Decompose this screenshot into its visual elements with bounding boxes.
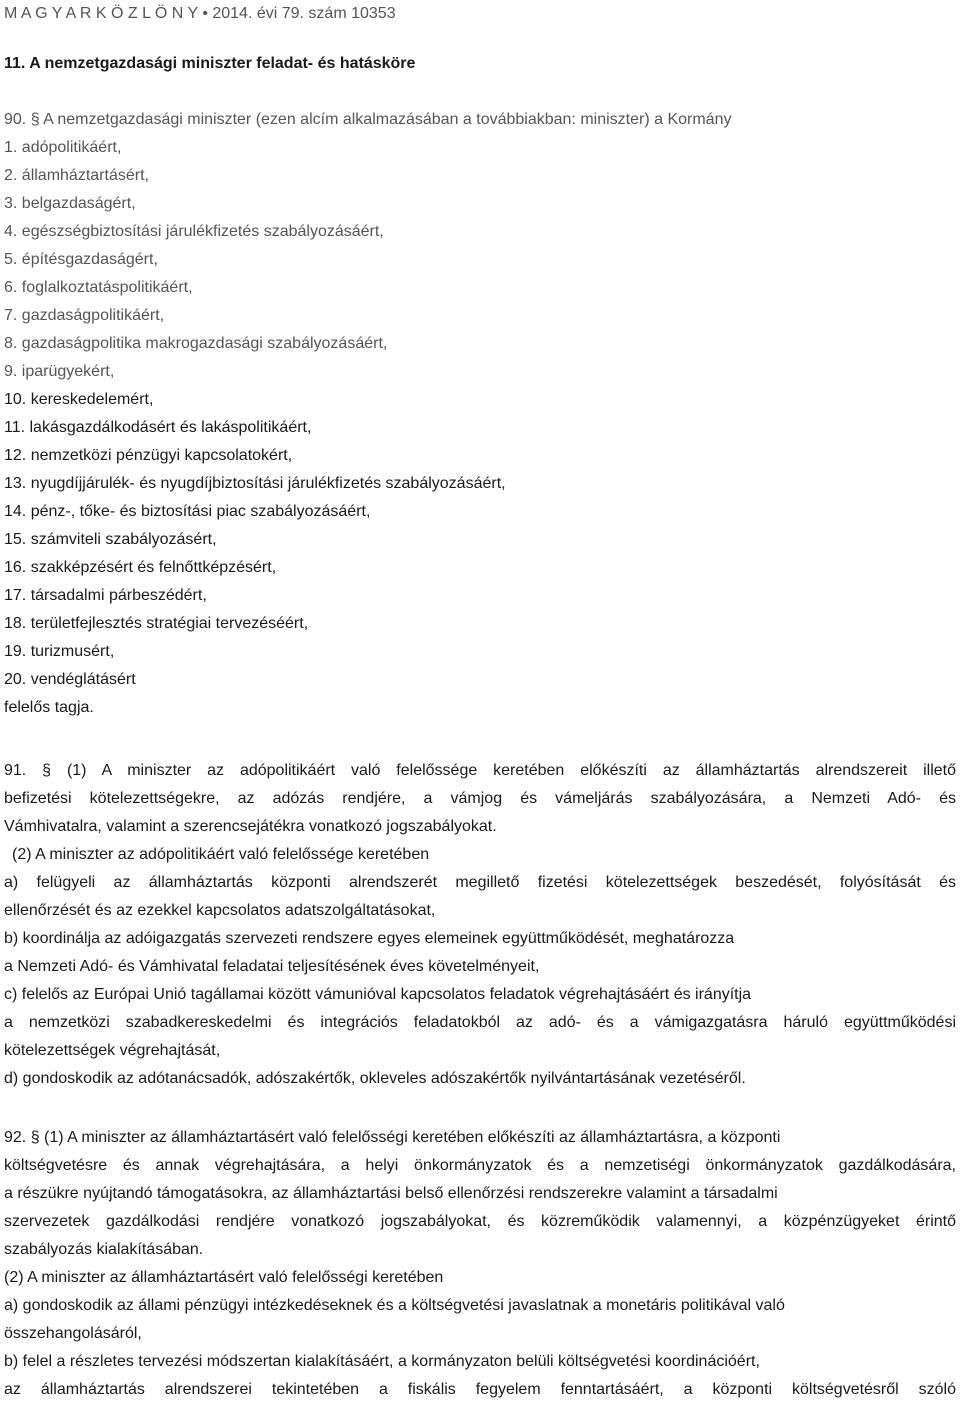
paragraph-line: c) felelős az Európai Unió tagállamai között vámunióval kapcsolatos feladatok végrehajtásáért és irányítja — [4, 986, 752, 1003]
list-item: 15. számviteli szabályozásért, — [4, 531, 217, 548]
section-90-list — [4, 134, 506, 722]
list-item: 5. építésgazdaságért, — [4, 251, 158, 268]
list-item: 11. lakásgazdálkodásért és lakáspolitikáért, — [4, 419, 312, 436]
list-item: 4. egészségbiztosítási járulékfizetés szabályozásáért, — [4, 223, 384, 240]
paragraph-line: a részükre nyújtandó támogatásokra, az államháztartási belső ellenőrzési rendszerekre valamint a társadalmi — [4, 1185, 778, 1202]
paragraph-line: (2) A miniszter az államháztartásért való felelősségi keretében — [4, 1269, 444, 1286]
list-item: 13. nyugdíjjárulék- és nyugdíjbiztosítási járulékfizetés szabályozásáért, — [4, 475, 506, 492]
list-item: 14. pénz-, tőke- és biztosítási piac szabályozásáért, — [4, 503, 371, 520]
section-92 — [4, 1124, 956, 1404]
paragraph-line: költségvetésre és annak végrehajtására, a helyi önkormányzatok és a nemzetiségi önkormányzatok gazdálkodására, — [4, 1157, 956, 1174]
list-item: 8. gazdaságpolitika makrogazdasági szabályozásáért, — [4, 335, 388, 352]
list-item: 17. társadalmi párbeszédért, — [4, 587, 207, 604]
paragraph-line: összehangolásáról, — [4, 1325, 142, 1342]
paragraph-line: a nemzetközi szabadkereskedelmi és integrációs feladatokból az adó- és a vámigazgatásra háruló együttműködési — [4, 1014, 956, 1031]
list-item: 1. adópolitikáért, — [4, 139, 122, 156]
list-item: 2. államháztartásért, — [4, 167, 149, 184]
section-90-intro: 90. § A nemzetgazdasági miniszter (ezen alcím alkalmazásában a továbbiakban: miniszter) a Kormány — [4, 111, 732, 128]
paragraph-line: 91. § (1) A miniszter az adópolitikáért való felelőssége keretében előkészíti az államháztartás alrendszereit illető — [4, 762, 956, 779]
paragraph-line: (2) A miniszter az adópolitikáért való felelőssége keretében — [12, 846, 430, 863]
paragraph-line: ellenőrzését és az ezekkel kapcsolatos adatszolgáltatásokat, — [4, 902, 436, 919]
list-item: 6. foglalkoztatáspolitikáért, — [4, 279, 193, 296]
list-item: 7. gazdaságpolitikáért, — [4, 307, 165, 324]
paragraph-line: Vámhivatalra, valamint a szerencsejátékra vonatkozó jogszabályokat. — [4, 818, 497, 835]
list-item: 18. területfejlesztés stratégiai tervezéséért, — [4, 615, 309, 632]
page-header: M A G Y A R K Ö Z L Ö N Y • 2014. évi 79. szám 10353 — [4, 5, 396, 22]
list-item: 16. szakképzésért és felnőttképzésért, — [4, 559, 277, 576]
list-item: 10. kereskedelemért, — [4, 391, 154, 408]
paragraph-line: b) koordinálja az adóigazgatás szervezeti rendszere egyes elemeinek együttműködését, meghatározza — [4, 930, 735, 947]
paragraph-line: szabályozás kialakításában. — [4, 1241, 204, 1258]
list-item: 20. vendéglátásért — [4, 671, 136, 688]
list-item: 9. iparügyekért, — [4, 363, 115, 380]
paragraph-line: a) felügyeli az államháztartás központi alrendszerét megillető fizetési kötelezettségek beszedését, folyósítását és — [4, 874, 956, 891]
paragraph-line: 92. § (1) A miniszter az államháztartásért való felelősségi keretében előkészíti az államháztartásra, a központi — [4, 1129, 781, 1146]
paragraph-line: befizetési kötelezettségekre, az adózás rendjére, a vámjog és vámeljárás szabályozására, a Nemzeti Adó- és — [4, 790, 956, 807]
paragraph-line: a) gondoskodik az állami pénzügyi intézkedéseknek és a költségvetési javaslatnak a monetáris politikával való — [4, 1297, 785, 1314]
section-91 — [4, 757, 956, 1093]
list-item: 3. belgazdaságért, — [4, 195, 136, 212]
paragraph-line: kötelezettségek végrehajtását, — [4, 1042, 221, 1059]
list-item: 19. turizmusért, — [4, 643, 115, 660]
paragraph-line: d) gondoskodik az adótanácsadók, adószakértők, okleveles adószakértők nyilvántartásának vezetéséről. — [4, 1070, 746, 1087]
list-item: 12. nemzetközi pénzügyi kapcsolatokért, — [4, 447, 293, 464]
paragraph-line: az államháztartás alrendszerei tekintetében a fiskális fegyelem fenntartásáért, a központi költségvetésről szóló — [4, 1381, 956, 1398]
paragraph-line: b) felel a részletes tervezési módszertan kialakításáért, a kormányzaton belüli költségvetési koordinációért, — [4, 1353, 760, 1370]
section-title: 11. A nemzetgazdasági miniszter feladat- és hatásköre — [4, 55, 416, 72]
section-90-closing: felelős tagja. — [4, 699, 94, 716]
paragraph-line: a Nemzeti Adó- és Vámhivatal feladatai teljesítésének éves követelményeit, — [4, 958, 540, 975]
paragraph-line: szervezetek gazdálkodási rendjére vonatkozó jogszabályokat, és közreműködik valamennyi, a közpénzügyeket érintő — [4, 1213, 956, 1230]
